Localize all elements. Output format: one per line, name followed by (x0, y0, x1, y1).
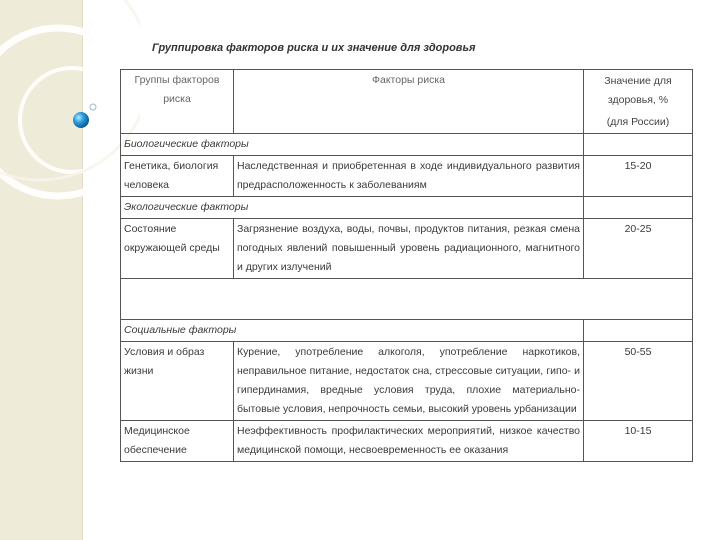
decorative-circles (0, 0, 140, 220)
table-row (121, 156, 693, 197)
section-row-ecological (121, 197, 693, 219)
page-title: Группировка факторов риска и их значение для здоровья (152, 42, 476, 54)
small-ring-icon (90, 104, 96, 110)
table-row (121, 219, 693, 279)
header-factors: Факторы риска (234, 70, 584, 134)
row-factors: Неэффективность профилактических мероприятий, низкое качество медицинской помощи, несвоевременность ее оказания (234, 421, 584, 462)
risk-factors-table (120, 69, 693, 462)
row-group: Генетика, биология человека (121, 156, 234, 197)
table-row (121, 421, 693, 462)
section-title: Экологические факторы (121, 197, 584, 219)
row-value: 10-15 (584, 421, 693, 462)
row-factors: Наследственная и приобретенная в ходе индивидуального развития предрасположенность к заболеваниям (234, 156, 584, 197)
section-title: Биологические факторы (121, 134, 584, 156)
row-value: 50-55 (584, 342, 693, 421)
header-value-note: (для России) (606, 116, 670, 128)
header-groups: Группы факторов риска (121, 70, 234, 134)
header-value-label: Значение для здоровья, % (604, 75, 672, 106)
row-factors: Курение, употребление алкоголя, употребление наркотиков, неправильное питание, недостаток сна, стрессовые ситуации, гипо- и гипердинамия, вредные условия труда, плохие материально-бытовые условия, непрочность семьи, высокий уровень урбанизации (234, 342, 584, 421)
header-value (584, 70, 693, 134)
section-row-social (121, 320, 693, 342)
table-header-row (121, 70, 693, 134)
row-group: Условия и образ жизни (121, 342, 234, 421)
row-value: 20-25 (584, 219, 693, 279)
blue-ball-icon (73, 112, 89, 128)
row-group: Состояние окружающей среды (121, 219, 234, 279)
row-group: Медицинское обеспечение (121, 421, 234, 462)
row-factors: Загрязнение воздуха, воды, почвы, продуктов питания, резкая смена погодных явлений повышенный уровень радиационного, магнитного и других излучений (234, 219, 584, 279)
blank-row (121, 279, 693, 320)
section-row-biological (121, 134, 693, 156)
table-row (121, 342, 693, 421)
section-title: Социальные факторы (121, 320, 584, 342)
row-value: 15-20 (584, 156, 693, 197)
